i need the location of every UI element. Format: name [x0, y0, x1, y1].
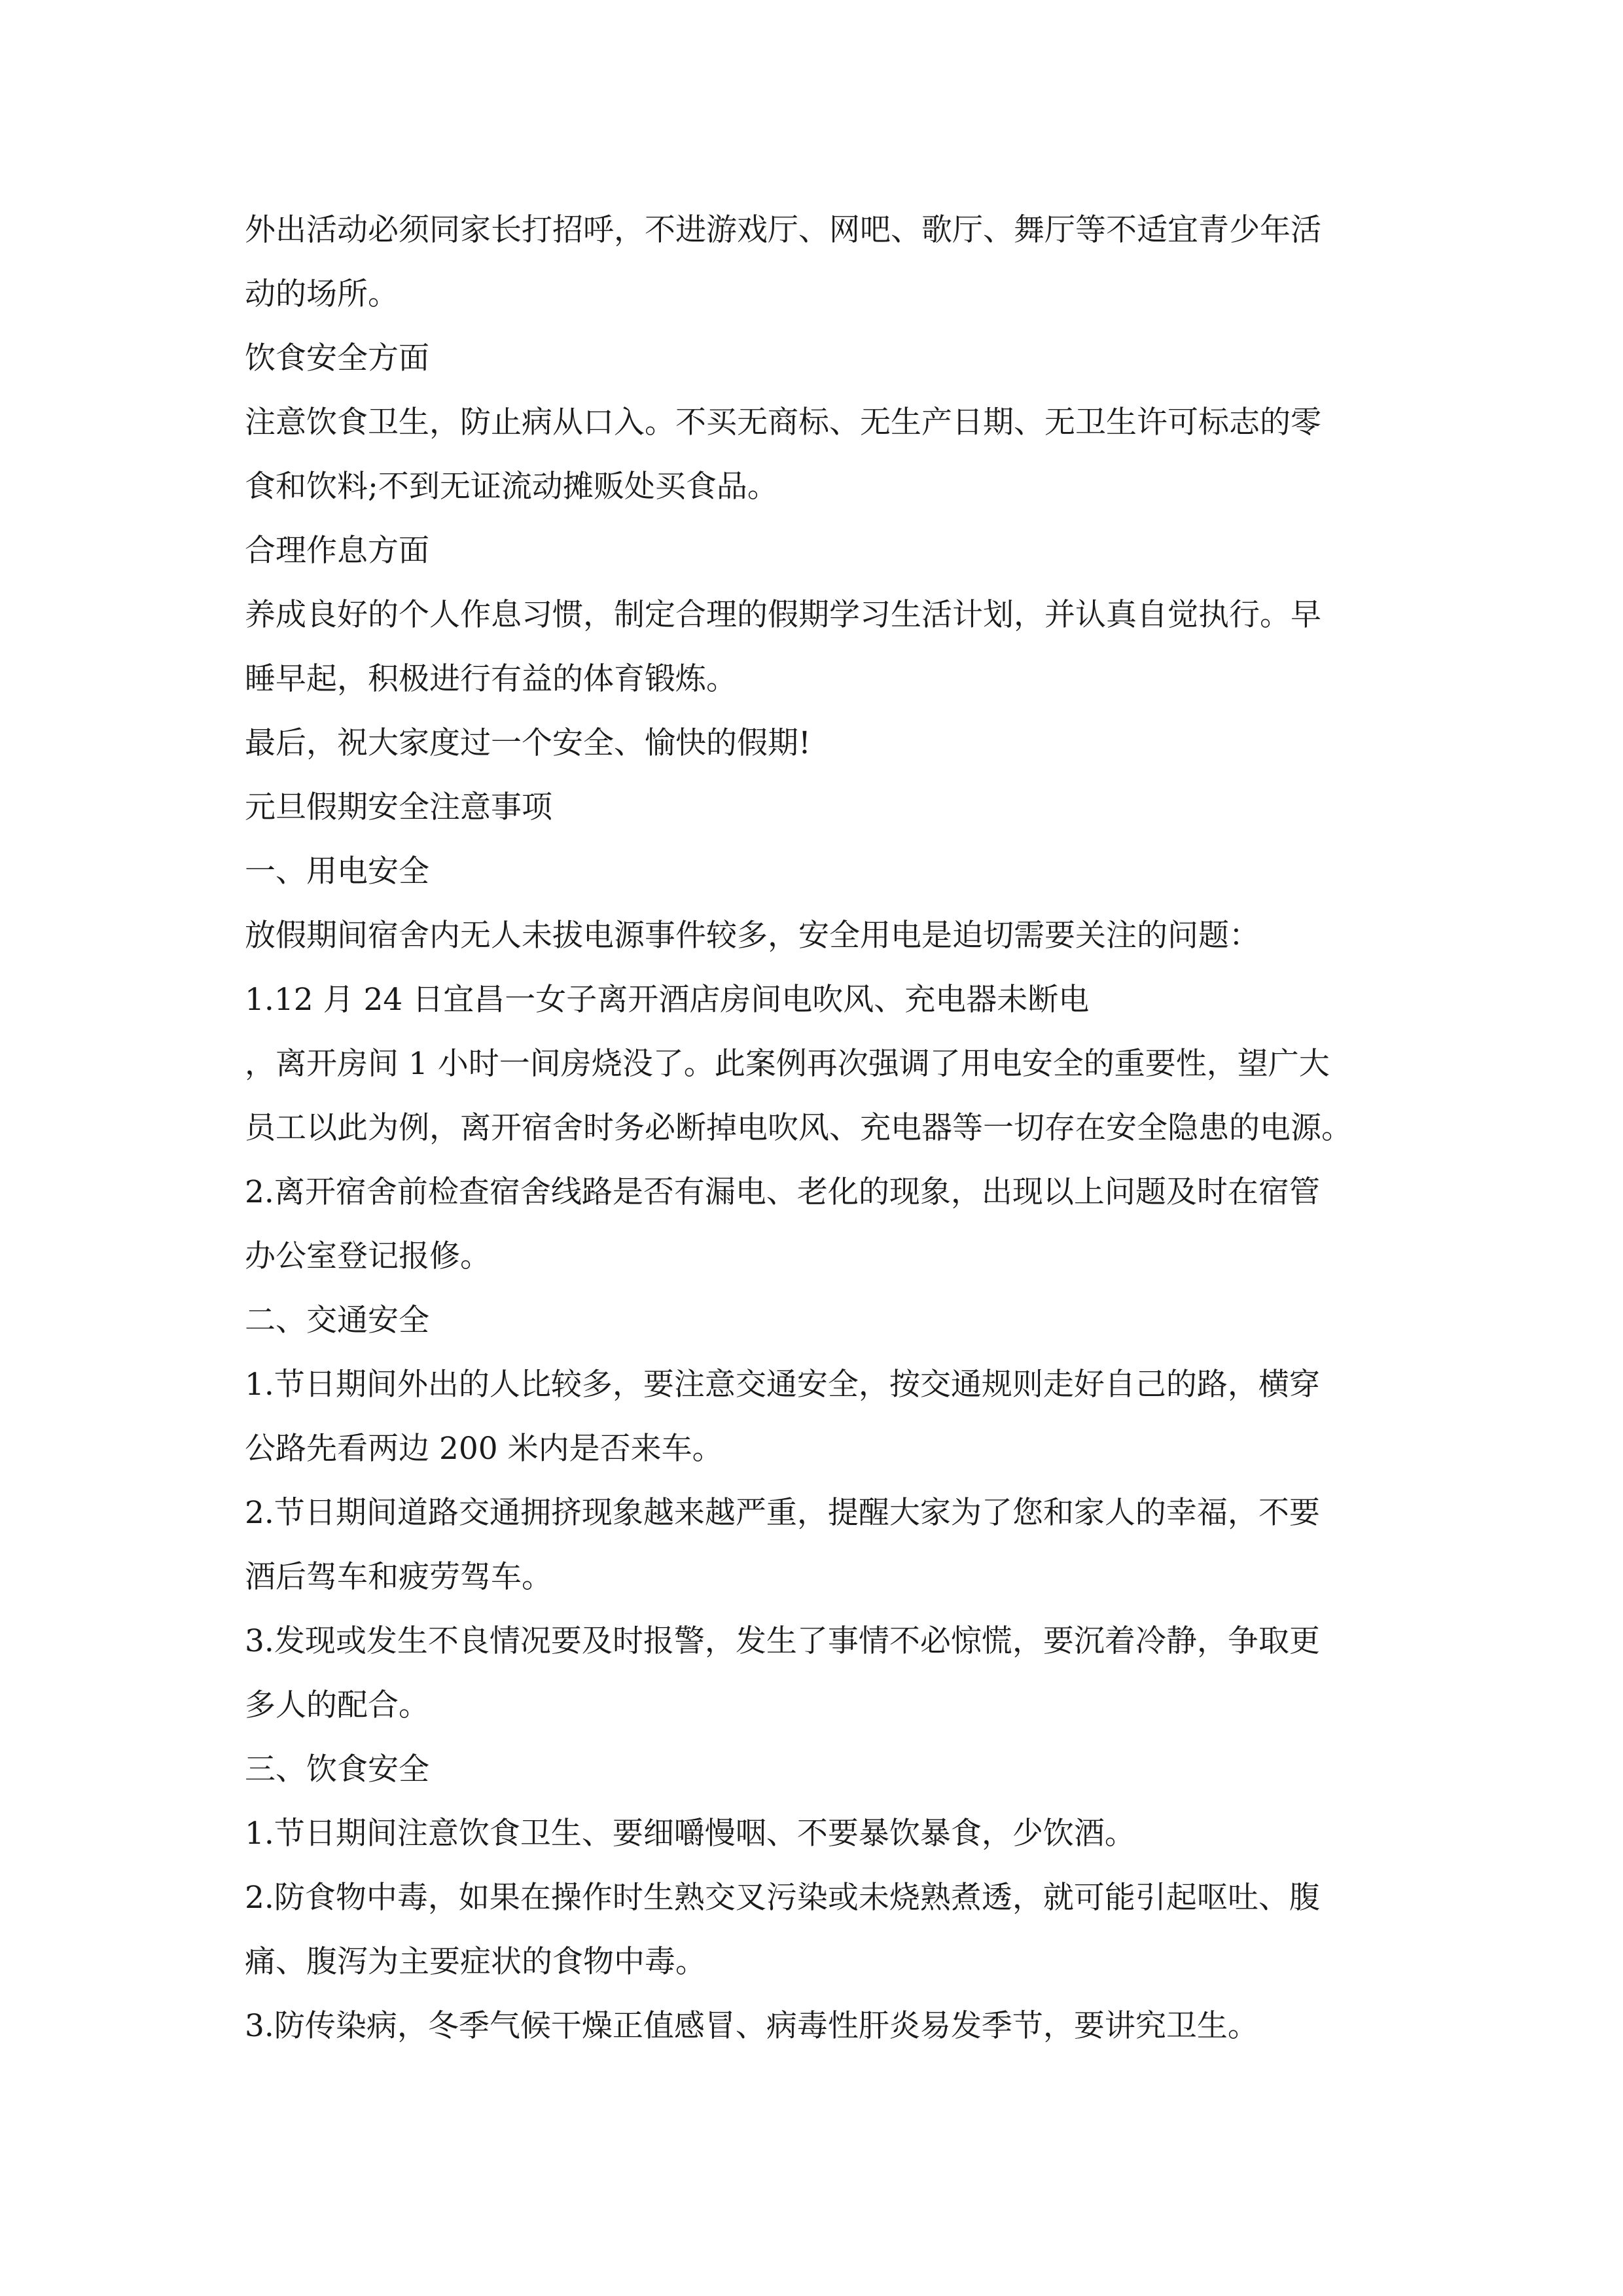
- text-line: 公路先看两边 200 米内是否来车。: [245, 1431, 723, 1467]
- text-line: 动的场所。: [245, 276, 399, 312]
- text-line: 养成良好的个人作息习惯，制定合理的假期学习生活计划，并认真自觉执行。早: [245, 597, 1321, 633]
- text-line: 注意饮食卫生，防止病从口入。不买无商标、无生产日期、无卫生许可标志的零: [245, 404, 1321, 440]
- text-line: 外出活动必须同家长打招呼，不进游戏厅、网吧、歌厅、舞厅等不适宜青少年活: [245, 212, 1321, 248]
- section-heading: 二、交通安全: [245, 1302, 429, 1338]
- section-heading: 合理作息方面: [245, 533, 429, 569]
- text-line: 食和饮料;不到无证流动摊贩处买食品。: [245, 469, 778, 505]
- document-body: [245, 198, 1383, 2058]
- text-line: 最后，祝大家度过一个安全、愉快的假期!: [245, 725, 811, 761]
- text-line: ，离开房间 1 小时一间房烧没了。此案例再次强调了用电安全的重要性，望广大: [245, 1046, 1330, 1082]
- list-item: 1.节日期间外出的人比较多，要注意交通安全，按交通规则走好自己的路，横穿: [245, 1367, 1320, 1403]
- list-item: 2.防食物中毒，如果在操作时生熟交叉污染或未烧熟煮透，就可能引起呕吐、腹: [245, 1880, 1320, 1916]
- list-item: 3.发现或发生不良情况要及时报警，发生了事情不必惊慌，要沉着冷静，争取更: [245, 1623, 1320, 1659]
- section-heading: 三、饮食安全: [245, 1751, 429, 1787]
- text-line: 放假期间宿舍内无人未拔电源事件较多，安全用电是迫切需要关注的问题：: [245, 918, 1260, 954]
- document-title: 元旦假期安全注意事项: [245, 789, 552, 825]
- list-item: 2.节日期间道路交通拥挤现象越来越严重，提醒大家为了您和家人的幸福，不要: [245, 1495, 1320, 1531]
- list-item: 2.离开宿舍前检查宿舍线路是否有漏电、老化的现象，出现以上问题及时在宿管: [245, 1174, 1320, 1210]
- list-item: 1.节日期间注意饮食卫生、要细嚼慢咽、不要暴饮暴食，少饮酒。: [245, 1816, 1135, 1852]
- text-line: 痛、腹泻为主要症状的食物中毒。: [245, 1944, 706, 1980]
- section-heading: 饮食安全方面: [245, 340, 429, 376]
- text-line: 办公室登记报修。: [245, 1238, 491, 1274]
- section-heading: 一、用电安全: [245, 853, 429, 889]
- text-line: 员工以此为例，离开宿舍时务必断掉电吹风、充电器等一切存在安全隐患的电源。: [245, 1110, 1352, 1146]
- list-item: 3.防传染病，冬季气候干燥正值感冒、病毒性肝炎易发季节，要讲究卫生。: [245, 2008, 1258, 2044]
- text-line: 睡早起，积极进行有益的体育锻炼。: [245, 661, 737, 697]
- list-item: 1.12 月 24 日宜昌一女子离开酒店房间电吹风、充电器未断电: [245, 982, 1090, 1018]
- text-line: 多人的配合。: [245, 1687, 429, 1723]
- text-line: 酒后驾车和疲劳驾车。: [245, 1559, 552, 1595]
